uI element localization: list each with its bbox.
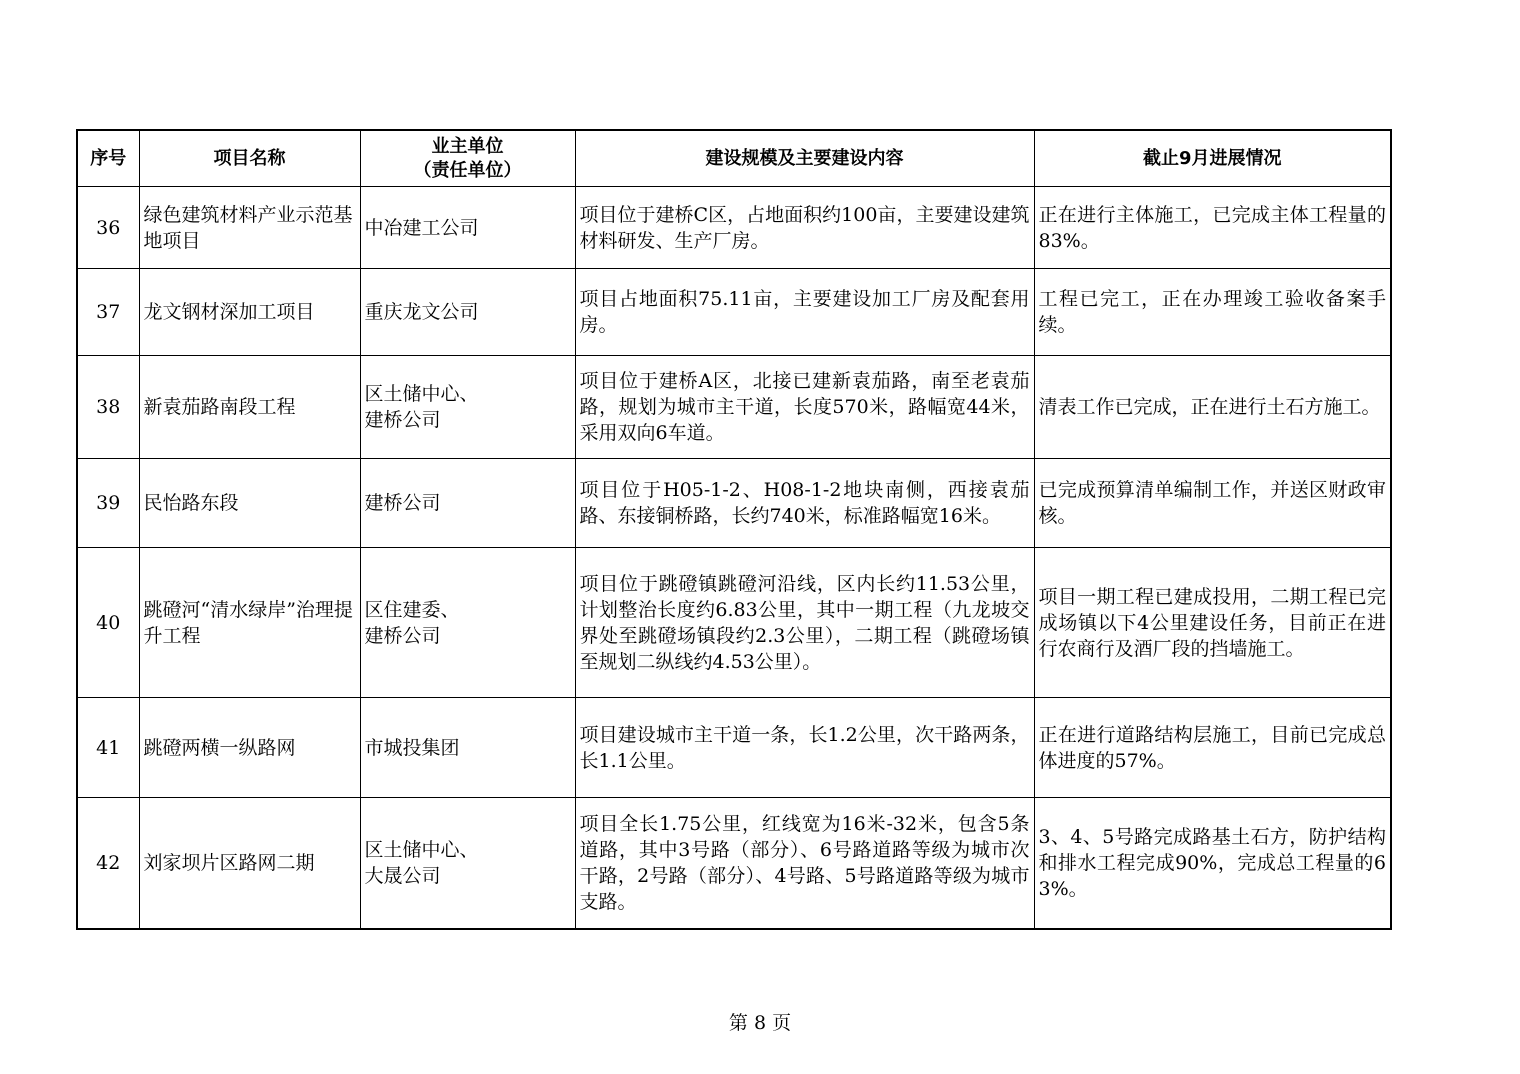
cell-owner	[360, 187, 575, 269]
cell-name: 民怡路东段	[139, 459, 360, 548]
cell-name: 新袁茄路南段工程	[139, 356, 360, 459]
header-name: 项目名称	[139, 130, 360, 187]
cell-owner	[360, 798, 575, 929]
cell-scope: 项目位于建桥C区，占地面积约100亩，主要建设建筑材料研发、生产厂房。	[575, 187, 1034, 269]
cell-name: 龙文钢材深加工项目	[139, 269, 360, 356]
cell-progress: 工程已完工，正在办理竣工验收备案手续。	[1034, 269, 1391, 356]
cell-owner	[360, 356, 575, 459]
page-number: 第 8 页	[728, 1012, 792, 1034]
cell-progress: 正在进行道路结构层施工，目前已完成总体进度的57%。	[1034, 698, 1391, 798]
cell-no: 37	[77, 269, 139, 356]
owner-line2: 大晟公司	[364, 864, 441, 887]
cell-no: 42	[77, 798, 139, 929]
cell-owner	[360, 269, 575, 356]
owner-line1: 市城投集团	[364, 736, 460, 759]
cell-progress: 已完成预算清单编制工作，并送区财政审核。	[1034, 459, 1391, 548]
cell-no: 36	[77, 187, 139, 269]
owner-line1: 中冶建工公司	[364, 216, 479, 239]
cell-scope: 项目占地面积75.11亩，主要建设加工厂房及配套用房。	[575, 269, 1034, 356]
cell-name: 绿色建筑材料产业示范基地项目	[139, 187, 360, 269]
cell-no: 40	[77, 548, 139, 698]
owner-line1: 重庆龙文公司	[364, 301, 479, 323]
table-row	[77, 187, 1391, 269]
cell-progress: 3、4、5号路完成路基土石方，防护结构和排水工程完成90%，完成总工程量的63%。	[1034, 798, 1391, 929]
header-no: 序号	[77, 130, 139, 187]
owner-line2: 建桥公司	[364, 624, 441, 647]
cell-name: 刘家坝片区路网二期	[139, 798, 360, 929]
cell-scope: 项目全长1.75公里，红线宽为16米-32米，包含5条道路，其中3号路（部分）、6号路道路等级为城市次干路，2号路（部分）、4号路、5号路道路等级为城市支路。	[575, 798, 1034, 929]
cell-name: 跳磴河“清水绿岸”治理提升工程	[139, 548, 360, 698]
owner-line1: 区土储中心、	[364, 383, 479, 405]
table-row	[77, 548, 1391, 698]
project-table	[76, 129, 1392, 930]
cell-progress: 正在进行主体施工，已完成主体工程量的83%。	[1034, 187, 1391, 269]
cell-scope: 项目位于建桥A区，北接已建新袁茄路，南至老袁茄路，规划为城市主干道，长度570米，路幅宽44米，采用双向6车道。	[575, 356, 1034, 459]
cell-scope: 项目位于H05-1-2、H08-1-2地块南侧，西接袁茄路、东接铜桥路，长约740米，标准路幅宽16米。	[575, 459, 1034, 548]
cell-scope: 项目位于跳磴镇跳磴河沿线，区内长约11.53公里，计划整治长度约6.83公里，其中一期工程（九龙坡交界处至跳磴场镇段约2.3公里），二期工程（跳磴场镇至规划二纵线约4.53公里）。	[575, 548, 1034, 698]
owner-line2: 建桥公司	[364, 409, 441, 431]
owner-line1: 区住建委、	[364, 598, 460, 621]
table-header-row	[77, 130, 1391, 187]
cell-owner	[360, 548, 575, 698]
cell-owner	[360, 459, 575, 548]
header-owner	[360, 130, 575, 187]
cell-progress: 项目一期工程已建成投用，二期工程已完成场镇以下4公里建设任务，目前正在进行农商行及酒厂段的挡墙施工。	[1034, 548, 1391, 698]
header-scope: 建设规模及主要建设内容	[575, 130, 1034, 187]
table-row	[77, 798, 1391, 929]
cell-no: 41	[77, 698, 139, 798]
cell-no: 38	[77, 356, 139, 459]
cell-no: 39	[77, 459, 139, 548]
table-row	[77, 698, 1391, 798]
header-owner-line1: 业主单位	[431, 135, 504, 157]
table-row	[77, 269, 1391, 356]
header-progress: 截止9月进展情况	[1034, 130, 1391, 187]
table-row	[77, 459, 1391, 548]
cell-name: 跳磴两横一纵路网	[139, 698, 360, 798]
cell-owner	[360, 698, 575, 798]
cell-scope: 项目建设城市主干道一条，长1.2公里，次干路两条，长1.1公里。	[575, 698, 1034, 798]
owner-line1: 区土储中心、	[364, 838, 479, 861]
cell-progress: 清表工作已完成，正在进行土石方施工。	[1034, 356, 1391, 459]
table-row	[77, 356, 1391, 459]
owner-line1: 建桥公司	[364, 492, 441, 514]
header-owner-line2: （责任单位）	[413, 159, 522, 181]
